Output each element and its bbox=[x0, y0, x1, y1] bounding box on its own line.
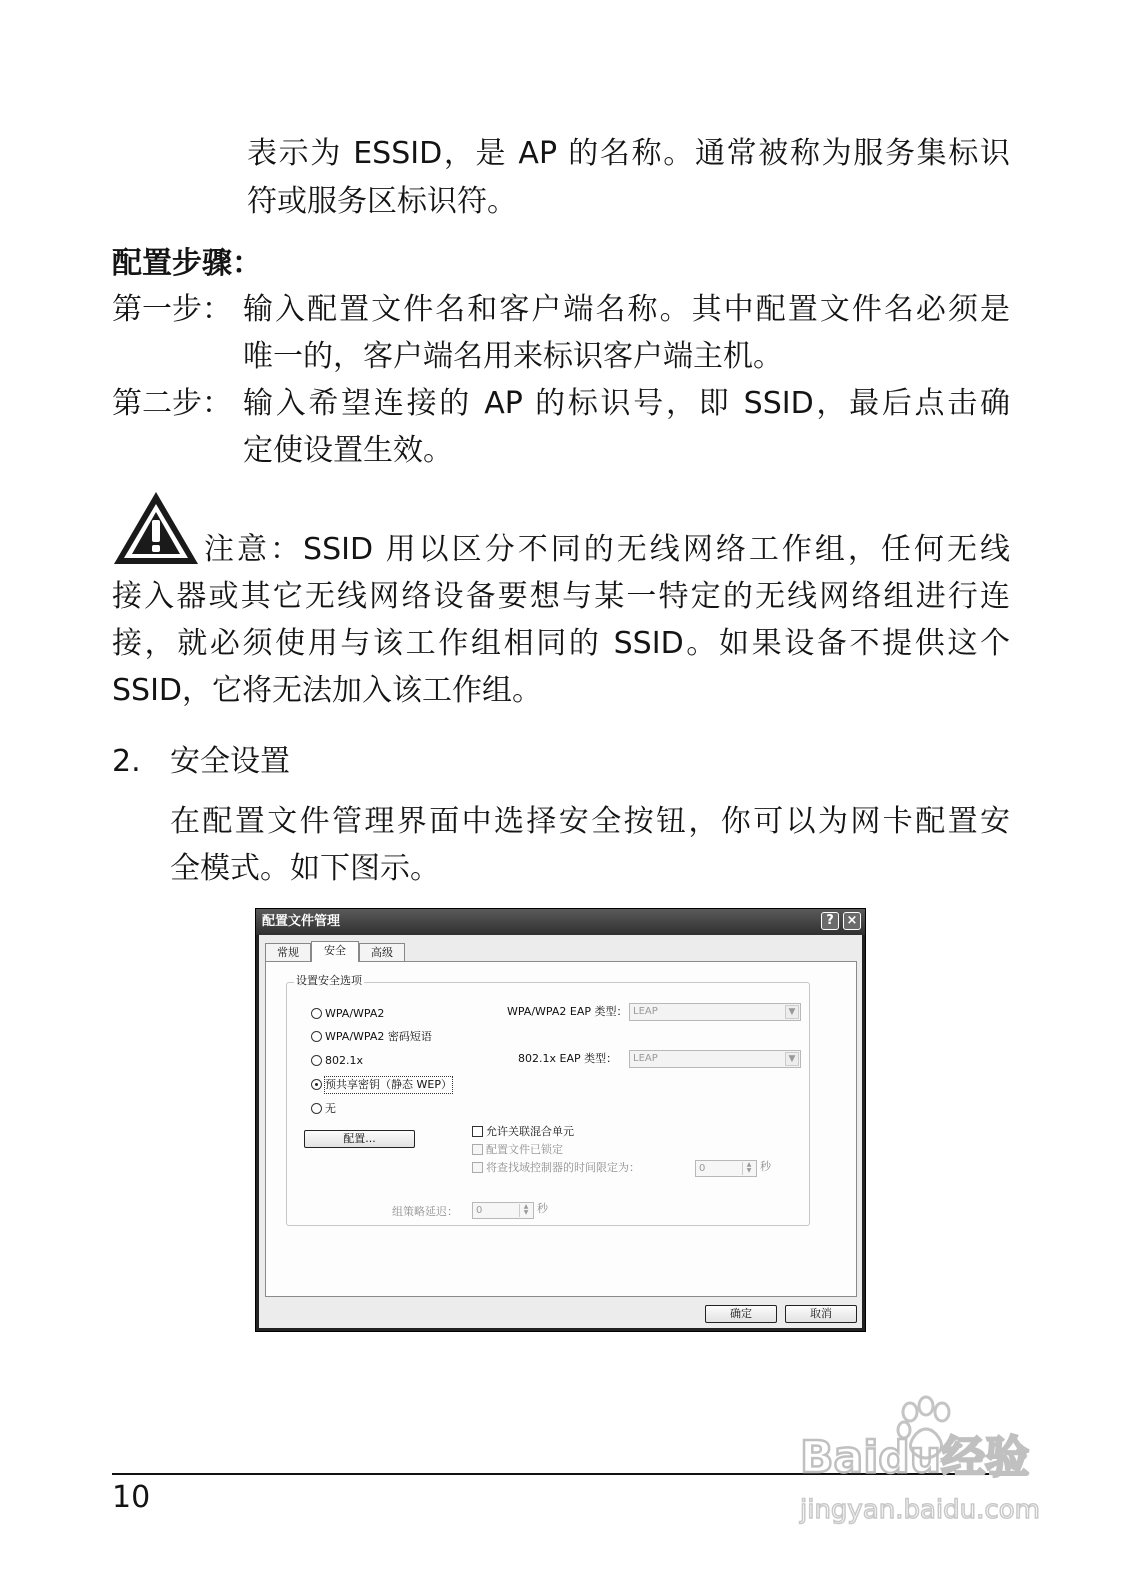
essid-line-2: 符或服务区标识符。 bbox=[247, 184, 517, 219]
radio-8021x-label: 802.1x bbox=[325, 1054, 364, 1067]
group-policy-delay-label: 组策略延迟： bbox=[392, 1205, 458, 1218]
step1-line-1: 输入配置文件名和客户端名称。其中配置文件名必须是 bbox=[243, 292, 1010, 327]
cancel-button[interactable]: 取消 bbox=[785, 1305, 857, 1323]
checkbox-profile-locked-box[interactable] bbox=[472, 1144, 483, 1155]
dialog-titlebar bbox=[256, 909, 865, 935]
security-tab-panel bbox=[265, 961, 857, 1297]
dc-timeout-spinner[interactable] bbox=[695, 1160, 757, 1177]
8021x-eap-type-select[interactable] bbox=[629, 1050, 801, 1068]
radio-wpa-passphrase-circle[interactable] bbox=[311, 1031, 322, 1042]
step2-line-2: 定使设置生效。 bbox=[243, 433, 453, 468]
radio-none-label: 无 bbox=[325, 1102, 336, 1115]
note-line-3: 接，就必须使用与该工作组相同的 SSID。如果设备不提供这个 bbox=[112, 626, 1010, 661]
wpa-eap-type-select[interactable] bbox=[629, 1003, 801, 1021]
radio-none-circle[interactable] bbox=[311, 1103, 322, 1114]
essid-line-1: 表示为 ESSID，是 AP 的名称。通常被称为服务集标识 bbox=[247, 136, 1010, 171]
spinner-arrows-icon[interactable]: ▲ ▼ bbox=[742, 1162, 755, 1175]
help-button[interactable]: ? bbox=[821, 912, 839, 930]
checkbox-allow-mixed-cells-label: 允许关联混合单元 bbox=[486, 1125, 574, 1138]
section-title: 安全设置 bbox=[170, 744, 290, 779]
checkbox-dc-timeout-label: 将查找域控制器的时间限定为： bbox=[486, 1161, 640, 1174]
wpa-eap-type-label: WPA/WPA2 EAP 类型： bbox=[507, 1005, 628, 1018]
section-line-1: 在配置文件管理界面中选择安全按钮，你可以为网卡配置安 bbox=[170, 804, 1010, 839]
radio-wpa-label: WPA/WPA2 bbox=[325, 1007, 385, 1020]
checkbox-allow-mixed-cells-box[interactable] bbox=[472, 1126, 483, 1137]
watermark-brand: Baidu经验 bbox=[800, 1432, 1030, 1483]
radio-psk-wep-circle[interactable] bbox=[311, 1079, 322, 1090]
section-line-2: 全模式。如下图示。 bbox=[170, 851, 440, 886]
note-line-4: SSID，它将无法加入该工作组。 bbox=[112, 673, 543, 708]
group-policy-delay-unit: 秒 bbox=[537, 1202, 548, 1215]
note-line-1: 注意：SSID 用以区分不同的无线网络工作组，任何无线 bbox=[204, 532, 1010, 567]
group-policy-delay-value: 0 bbox=[476, 1205, 483, 1216]
tab-general[interactable]: 常规 bbox=[265, 943, 311, 961]
radio-8021x-circle[interactable] bbox=[311, 1055, 322, 1066]
checkbox-dc-timeout-box[interactable] bbox=[472, 1162, 483, 1173]
tab-advanced[interactable]: 高级 bbox=[359, 943, 405, 961]
checkbox-profile-locked-label: 配置文件已锁定 bbox=[486, 1143, 563, 1156]
radio-wpa-passphrase-label: WPA/WPA2 密码短语 bbox=[325, 1030, 432, 1043]
profile-management-dialog bbox=[255, 908, 866, 1332]
watermark-url: jingyan.baidu.com bbox=[800, 1495, 1040, 1525]
warning-icon bbox=[112, 490, 200, 566]
baidu-jingyan-watermark bbox=[798, 1392, 1058, 1532]
dc-timeout-unit: 秒 bbox=[760, 1160, 771, 1173]
dialog-body bbox=[259, 935, 862, 1328]
step2-label: 第二步： bbox=[112, 386, 232, 421]
dialog-title: 配置文件管理 bbox=[262, 914, 341, 929]
chevron-down-icon[interactable]: ▼ bbox=[785, 1005, 799, 1019]
step1-label: 第一步： bbox=[112, 292, 232, 327]
group-policy-delay-spinner[interactable] bbox=[472, 1202, 534, 1219]
8021x-eap-type-value: LEAP bbox=[633, 1053, 658, 1064]
wpa-eap-type-value: LEAP bbox=[633, 1006, 658, 1017]
note-line-2: 接入器或其它无线网络设备要想与某一特定的无线网络组进行连 bbox=[112, 579, 1010, 614]
steps-heading: 配置步骤： bbox=[112, 246, 262, 281]
page-number: 10 bbox=[112, 1480, 151, 1515]
close-button[interactable]: × bbox=[843, 912, 861, 930]
section-number: 2. bbox=[112, 744, 141, 779]
8021x-eap-type-label: 802.1x EAP 类型： bbox=[518, 1052, 618, 1065]
radio-wpa-circle[interactable] bbox=[311, 1008, 322, 1019]
ok-button[interactable]: 确定 bbox=[705, 1305, 777, 1323]
spinner-arrows-icon[interactable]: ▲ ▼ bbox=[519, 1204, 532, 1217]
dc-timeout-value: 0 bbox=[699, 1163, 706, 1174]
radio-psk-wep-label: 预共享密钥（静态 WEP） bbox=[325, 1078, 452, 1091]
step2-line-1: 输入希望连接的 AP 的标识号，即 SSID，最后点击确 bbox=[243, 386, 1010, 421]
tab-security[interactable]: 安全 bbox=[311, 941, 359, 962]
configure-button[interactable]: 配置... bbox=[304, 1130, 415, 1148]
chevron-down-icon[interactable]: ▼ bbox=[785, 1052, 799, 1066]
group-title: 设置安全选项 bbox=[296, 974, 362, 987]
step1-line-2: 唯一的，客户端名用来标识客户端主机。 bbox=[243, 339, 783, 374]
